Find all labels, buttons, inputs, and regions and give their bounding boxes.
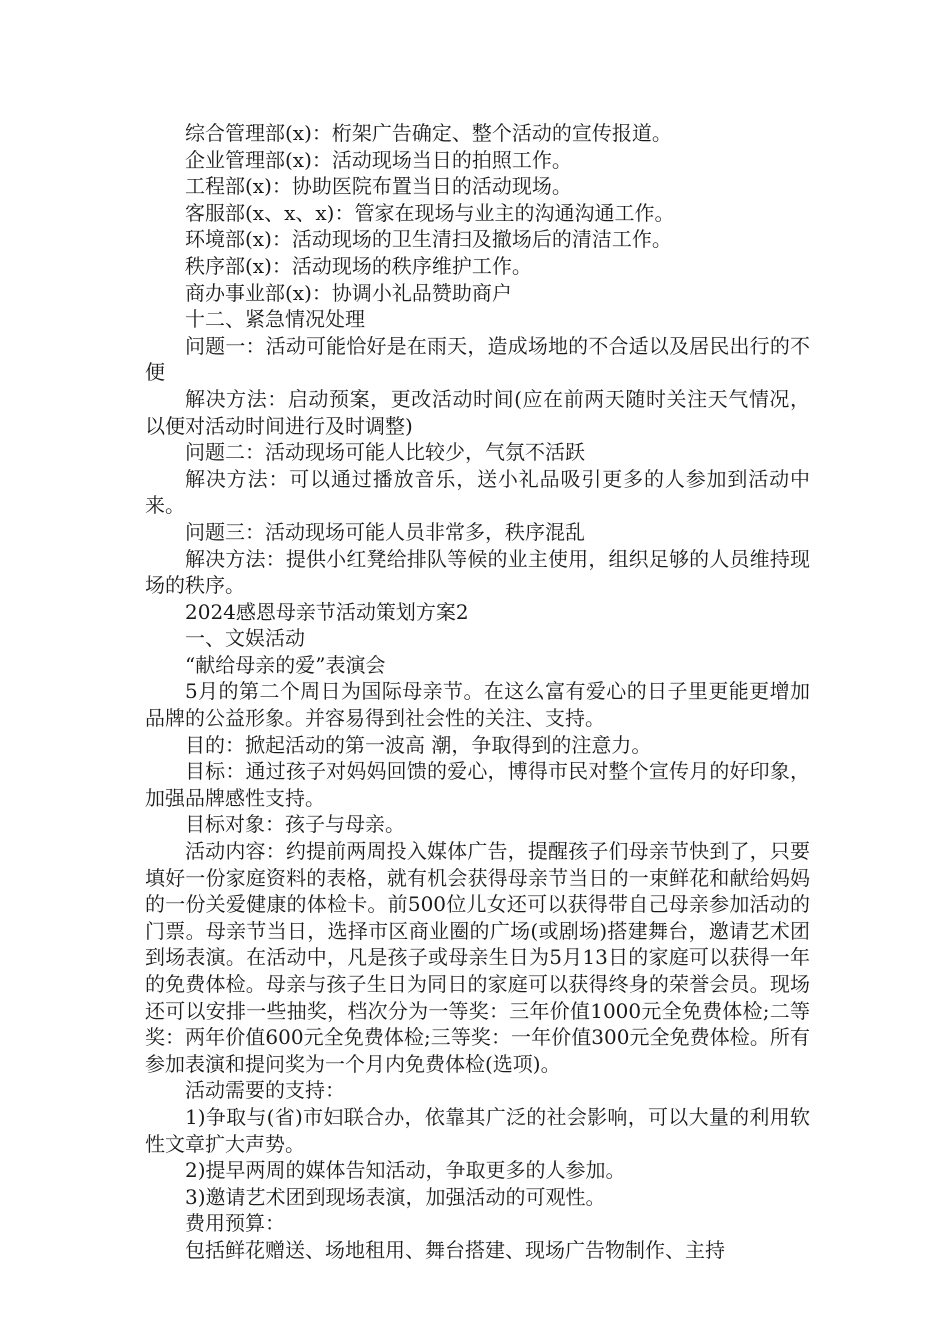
paragraph-problem-3: 问题三：活动现场可能人员非常多，秩序混乱 (185, 519, 585, 544)
paragraph-solution-2: 解决方法：可以通过播放音乐，送小礼品吸引更多的人参加到活动中来。 (145, 466, 810, 518)
paragraph-support-3: 3)邀请艺术团到现场表演，加强活动的可观性。 (185, 1184, 606, 1209)
event-title: “献给母亲的爱”表演会 (185, 652, 386, 677)
paragraph-budget: 包括鲜花赠送、场地租用、舞台搭建、现场广告物制作、主持 (185, 1237, 725, 1262)
paragraph-dept-business: 商办事业部(x)：协调小礼品赞助商户 (185, 280, 512, 305)
paragraph-intro: 5月的第二个周日为国际母亲节。在这么富有爱心的日子里更能更增加品牌的公益形象。并容易得到社会性的关注、支持。 (145, 679, 810, 731)
plan-title: 2024感恩母亲节活动策划方案2 (185, 599, 469, 624)
paragraph-budget-heading: 费用预算： (185, 1211, 285, 1236)
paragraph-dept-general: 综合管理部(x)：桁架广告确定、整个活动的宣传报道。 (185, 121, 672, 145)
paragraph-support-1: 1)争取与(省)市妇联合办，依靠其广泛的社会影响，可以大量的利用软性文章扩大声势。 (145, 1104, 810, 1156)
paragraph-dept-environment: 环境部(x)：活动现场的卫生清扫及撤场后的清洁工作。 (185, 227, 672, 252)
paragraph-content: 活动内容：约提前两周投入媒体广告，提醒孩子们母亲节快到了，只要填好一份家庭资料的表格，就有机会获得母亲节当日的一束鲜花和献给妈妈的一份关爱健康的体检卡。前500位儿女还可以获得带自己母亲参加活动的门票。母亲节当日，选择市区商业圈的广场(或剧场)搭建舞台，邀请艺术团到场表演。在活动中，凡是孩子或母亲生日为5月13日的家庭可以获得一年的免费体检。母亲与孩子生日为同日的家庭可以获得终身的荣誉会员。现场还可以安排一些抽奖，档次分为一等奖：三年价值1000元全免费体检;二等奖：两年价值600元全免费体检;三等奖：一年价值300元全免费体检。所有参加表演和提问奖为一个月内免费体检(选项)。 (145, 839, 810, 1076)
paragraph-support-2: 2)提早两周的媒体告知活动，争取更多的人参加。 (185, 1158, 626, 1183)
paragraph-goal: 目标：通过孩子对妈妈回馈的爱心，博得市民对整个宣传月的好印象，加强品牌感性支持。 (145, 759, 810, 810)
paragraph-solution-1: 解决方法：启动预案，更改活动时间(应在前两天随时关注天气情况，以便对活动时间进行及时调整) (145, 386, 810, 438)
paragraph-dept-service: 客服部(x、x、x)：管家在现场与业主的沟通沟通工作。 (185, 200, 675, 225)
paragraph-dept-order: 秩序部(x)：活动现场的秩序维护工作。 (185, 253, 532, 278)
document-page (145, 120, 810, 1264)
section-heading-emergency: 十二、紧急情况处理 (185, 307, 365, 332)
paragraph-problem-1: 问题一：活动可能恰好是在雨天，造成场地的不合适以及居民出行的不便 (145, 333, 810, 385)
paragraph-problem-2: 问题二：活动现场可能人比较少，气氛不活跃 (185, 440, 585, 465)
paragraph-audience: 目标对象：孩子与母亲。 (185, 812, 405, 837)
paragraph-dept-engineering: 工程部(x)：协助医院布置当日的活动现场。 (185, 174, 572, 199)
paragraph-solution-3: 解决方法：提供小红凳给排队等候的业主使用，组织足够的人员维持现场的秩序。 (145, 546, 810, 598)
paragraph-support-heading: 活动需要的支持： (185, 1078, 345, 1103)
section-heading-entertainment: 一、文娱活动 (185, 626, 305, 651)
paragraph-dept-enterprise: 企业管理部(x)：活动现场当日的拍照工作。 (185, 147, 572, 172)
paragraph-purpose: 目的：掀起活动的第一波高 潮，争取得到的注意力。 (185, 732, 652, 757)
